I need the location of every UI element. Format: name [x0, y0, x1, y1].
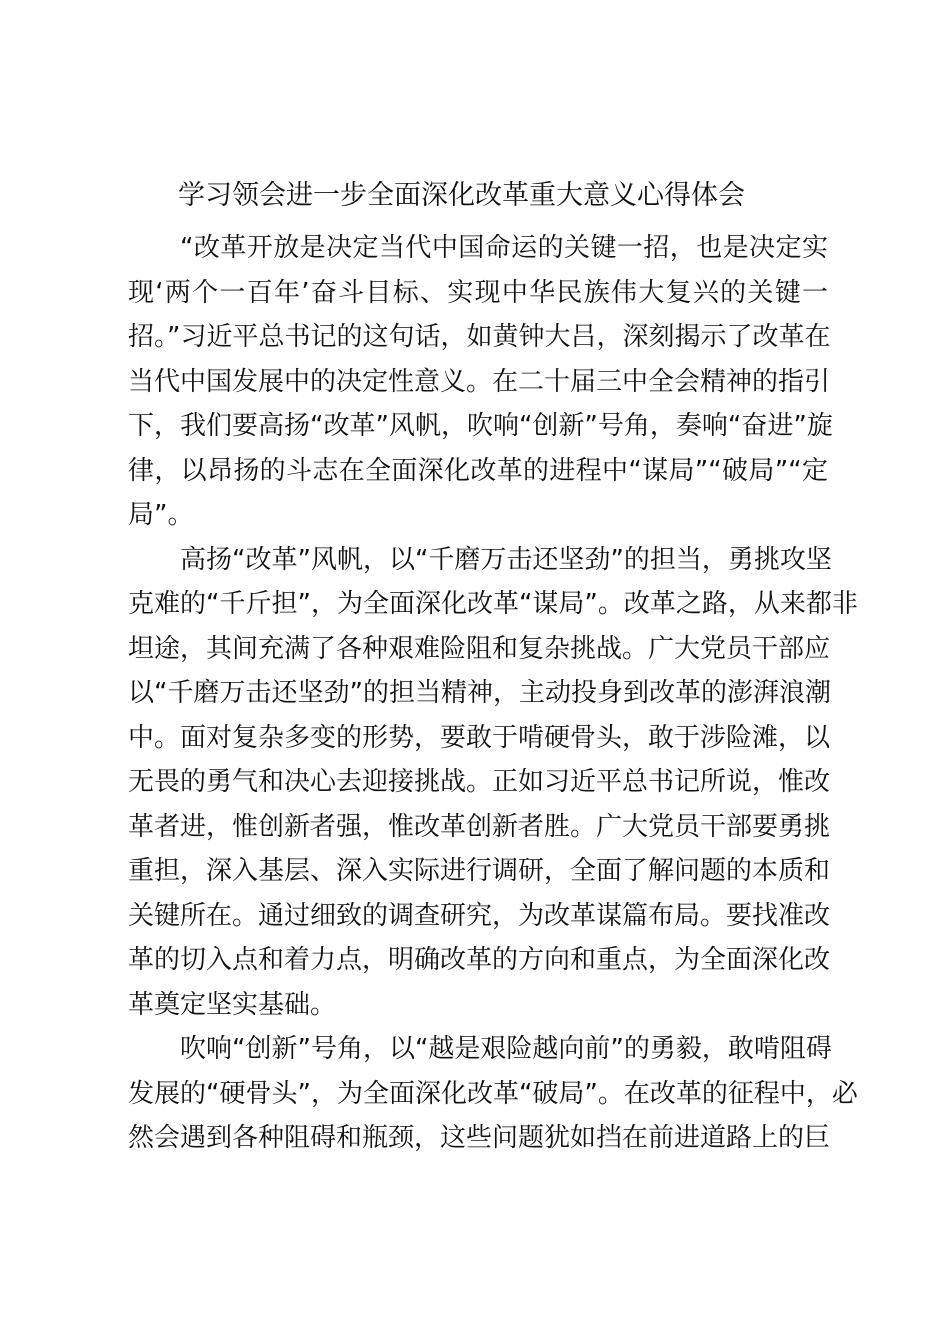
text-line: 无畏的勇气和决心去迎接挑战。正如习近平总书记所说，惟改 [128, 767, 831, 797]
text-line: 招。”习近平总书记的这句话，如黄钟大吕，深刻揭示了改革在 [128, 322, 831, 352]
paragraph-2 [128, 538, 858, 1028]
text-line: 中。面对复杂多变的形势，要敢于啃硬骨头，敢于涉险滩，以 [128, 722, 831, 753]
text-line: 革奠定坚实基础。 [128, 989, 337, 1020]
text-line: 然会遇到各种阻碍和瓶颈，这些问题犹如挡在前进道路上的巨 [128, 1123, 831, 1153]
paragraph-3 [128, 1027, 858, 1161]
text-line: 革者进，惟创新者强，惟改革创新者胜。广大党员干部要勇挑 [128, 811, 831, 842]
text-line: 坦途，其间充满了各种艰难险阻和复杂挑战。广大党员干部应 [128, 633, 831, 664]
text-line: 革的切入点和着力点，明确改革的方向和重点，为全面深化改 [128, 945, 831, 975]
text-line: 吹响“创新”号角，以“越是艰险越向前”的勇毅，敢啃阻碍 [180, 1034, 832, 1064]
text-line: 现‘两个一百年’奋斗目标、实现中华民族伟大复兴的关键一 [128, 277, 828, 308]
text-line: 重担，深入基层、深入实际进行调研，全面了解问题的本质和 [128, 856, 831, 886]
text-line: “改革开放是决定当代中国命运的关键一招，也是决定实 [180, 233, 828, 263]
text-line: 局”。 [128, 500, 194, 530]
text-line: 克难的“千斤担”，为全面深化改革“谋局”。改革之路，从来都非 [128, 589, 858, 619]
text-line: 关键所在。通过细致的调查研究，为改革谋篇布局。要找准改 [128, 900, 831, 931]
document-title: 学习领会进一步全面深化改革重大意义心得体会 [178, 180, 745, 211]
text-line: 当代中国发展中的决定性意义。在二十届三中全会精神的指引 [128, 366, 831, 397]
text-line: 以“千磨万击还坚劲”的担当精神，主动投身到改革的澎湃浪潮 [128, 678, 831, 708]
text-line: 律，以昂扬的斗志在全面深化改革的进程中“谋局”“破局”“定 [128, 455, 828, 486]
paragraph-1 [128, 226, 833, 538]
text-line: 下，我们要高扬“改革”风帆，吹响“创新”号角，奏响“奋进”旋 [128, 411, 833, 441]
text-line: 发展的“硬骨头”，为全面深化改革“破局”。在改革的征程中，必 [128, 1078, 858, 1109]
text-line: 高扬“改革”风帆，以“千磨万击还坚劲”的担当，勇挑攻坚 [180, 544, 832, 575]
document-body [128, 226, 858, 1161]
